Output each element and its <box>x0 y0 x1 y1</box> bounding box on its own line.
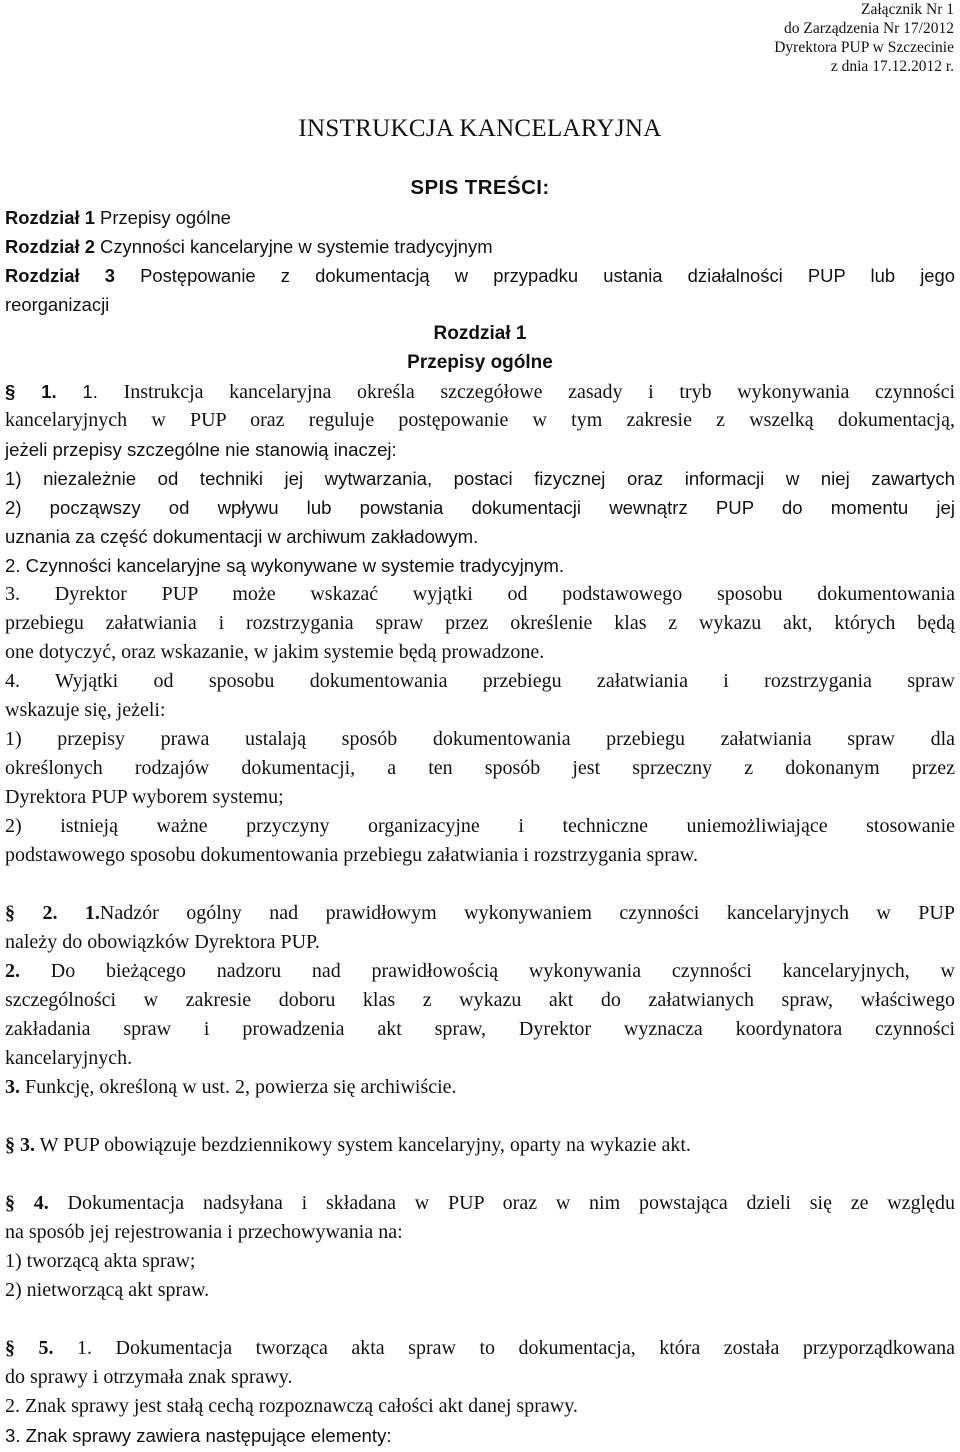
attachment-note <box>774 0 954 76</box>
toc-item-text: Czynności kancelaryjne w systemie tradycyjnym <box>94 236 493 257</box>
paragraph-line: 2) począwszy od wpływu lub powstania dokumentacji wewnątrz PUP do momentu jej <box>5 497 955 518</box>
paragraph-line <box>5 1073 955 1102</box>
document-title: INSTRUKCJA KANCELARYJNA <box>298 115 662 142</box>
paragraph-line <box>5 1189 955 1218</box>
paragraph-line: one dotyczyć, oraz wskazanie, w jakim systemie będą prowadzone. <box>5 641 545 663</box>
toc-item <box>5 290 955 319</box>
paragraph-line: do sprawy i otrzymała znak sprawy. <box>5 1366 293 1388</box>
point-number: 3. <box>5 1076 20 1098</box>
toc-item-label: Rozdział 3 <box>5 265 115 286</box>
section-number: § 4. <box>5 1192 49 1214</box>
paragraph-line: szczególności w zakresie doboru klas z wykazu akt do załatwianych spraw, właściwego <box>5 989 955 1011</box>
toc-item-label: Rozdział 1 <box>5 207 95 228</box>
point-number: 1. <box>56 381 98 402</box>
paragraph-line: przebiegu załatwiania i rozstrzygania spraw przez określenie klas z wykazu akt, których będą <box>5 612 955 634</box>
paragraph-line: wskazuje się, jeżeli: <box>5 699 166 721</box>
point-number: 2. <box>5 960 20 982</box>
toc-item-text: Przepisy ogólne <box>94 207 231 228</box>
paragraph-text: Funkcję, określoną w ust. 2, powierza się archiwiście. <box>20 1076 457 1098</box>
toc-heading: SPIS TREŚCI: <box>410 176 550 199</box>
toc-item <box>5 232 955 261</box>
paragraph-line: 4. Wyjątki od sposobu dokumentowania przebiegu załatwiania i rozstrzygania spraw <box>5 670 955 692</box>
paragraph-line <box>5 1131 955 1160</box>
attachment-note-line: Dyrektora PUP w Szczecinie <box>774 39 954 56</box>
paragraph-line: 2) nietworzącą akt spraw. <box>5 1279 210 1301</box>
paragraph-line: 3. Znak sprawy zawiera następujące elementy: <box>5 1425 392 1446</box>
chapter-heading: Rozdział 1 <box>433 323 527 344</box>
section-number: § 3. <box>5 1134 35 1156</box>
paragraph-text: Dokumentacja nadsyłana i składana w PUP oraz w nim powstająca dzieli się ze względu <box>48 1192 956 1214</box>
paragraph-line <box>5 377 955 407</box>
paragraph-line: uznania za część dokumentacji w archiwum zakładowym. <box>5 526 479 547</box>
paragraph-line: 1) tworzącą akta spraw; <box>5 1250 196 1272</box>
paragraph-line <box>5 957 955 986</box>
paragraph-text: W PUP obowiązuje bezdziennikowy system kancelaryjny, oparty na wykazie akt. <box>35 1134 691 1156</box>
paragraph-line: podstawowego sposobu dokumentowania przebiegu załatwiania i rozstrzygania spraw. <box>5 844 698 866</box>
paragraph-text: 1. Dokumentacja tworząca akta spraw to dokumentacja, która została przyporządkowana <box>53 1337 955 1359</box>
paragraph-line: 1) przepisy prawa ustalają sposób dokumentowania przebiegu załatwiania spraw dla <box>5 728 955 750</box>
attachment-note-line: z dnia 17.12.2012 r. <box>830 58 954 75</box>
paragraph-line: kancelaryjnych. <box>5 1047 133 1069</box>
paragraph-line: 2. Znak sprawy jest stałą cechą rozpoznawczą całości akt danej sprawy. <box>5 1395 578 1417</box>
paragraph-line: 2. Czynności kancelaryjne są wykonywane w systemie tradycyjnym. <box>5 555 565 576</box>
toc-item-text: reorganizacji <box>5 294 110 315</box>
chapter-subheading: Przepisy ogólne <box>407 352 553 373</box>
section-number: § 2. 1. <box>5 902 100 924</box>
paragraph-line: należy do obowiązków Dyrektora PUP. <box>5 931 320 953</box>
attachment-note-line: Załącznik Nr 1 <box>861 1 954 18</box>
paragraph-line: 3. Dyrektor PUP może wskazać wyjątki od podstawowego sposobu dokumentowania <box>5 583 955 605</box>
paragraph-text: Instrukcja kancelaryjna określa szczegółowe zasady i tryb wykonywania czynności <box>97 381 955 403</box>
paragraph-line: zakładania spraw i prowadzenia akt spraw, Dyrektor wyznacza koordynatora czynności <box>5 1018 955 1040</box>
attachment-note-line: do Zarządzenia Nr 17/2012 <box>783 20 954 37</box>
paragraph-text: Nadzór ogólny nad prawidłowym wykonywaniem czynności kancelaryjnych w PUP <box>99 902 955 924</box>
toc-item-text: Postępowanie z dokumentacją w przypadku ustania działalności PUP lub jego <box>114 265 955 286</box>
toc-item <box>5 203 955 232</box>
toc-item-label: Rozdział 2 <box>5 236 95 257</box>
section-number: § 1. <box>5 381 57 402</box>
paragraph-line: 1) niezależnie od techniki jej wytwarzania, postaci fizycznej oraz informacji w niej zawartych <box>5 468 955 489</box>
paragraph-text: Do bieżącego nadzoru nad prawidłowością wykonywania czynności kancelaryjnych, w <box>20 960 955 982</box>
paragraph-line: kancelaryjnych w PUP oraz reguluje postępowanie w tym zakresie z wszelką dokumentacją, <box>5 409 955 431</box>
paragraph-line <box>5 899 955 928</box>
paragraph-line: jeżeli przepisy szczególne nie stanowią inaczej: <box>5 439 397 460</box>
paragraph-line: na sposób jej rejestrowania i przechowywania na: <box>5 1221 403 1243</box>
paragraph-line <box>5 1334 955 1363</box>
paragraph-line: 2) istnieją ważne przyczyny organizacyjne i techniczne uniemożliwiające stosowanie <box>5 815 955 837</box>
table-of-contents <box>5 203 955 319</box>
toc-item <box>5 261 955 290</box>
paragraph-line: Dyrektora PUP wyborem systemu; <box>5 786 284 808</box>
paragraph-line: określonych rodzajów dokumentacji, a ten sposób jest sprzeczny z dokonanym przez <box>5 757 955 779</box>
section-number: § 5. <box>5 1337 54 1359</box>
